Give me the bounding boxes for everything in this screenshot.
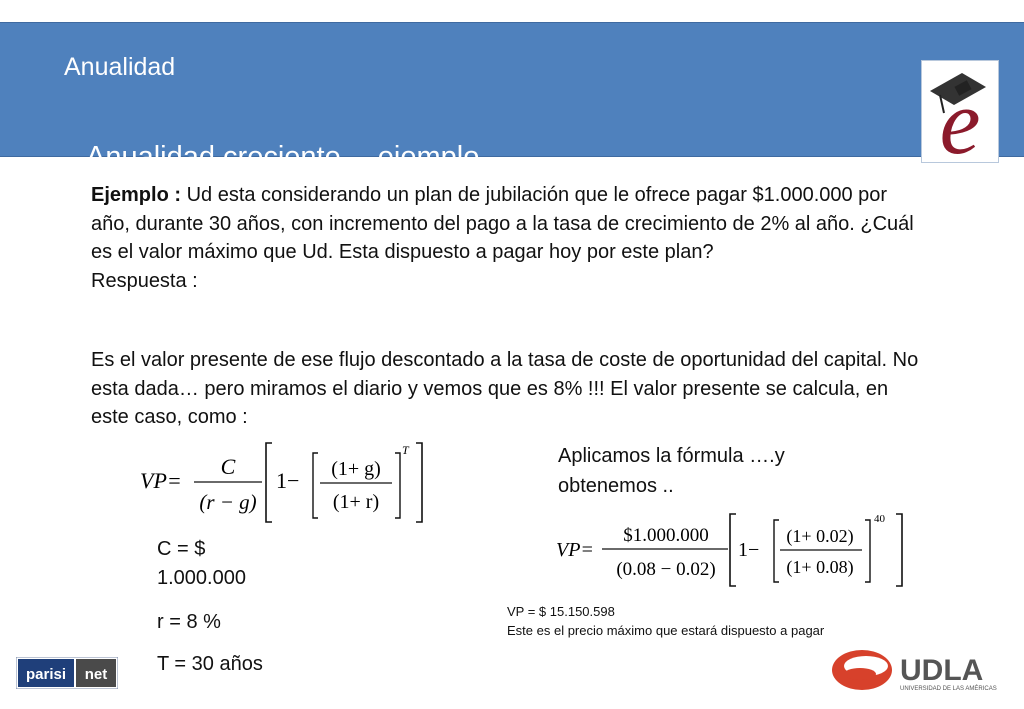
- answer-label: Respuesta :: [91, 269, 198, 292]
- general-formula: [140, 438, 440, 533]
- application-line2: obtenemos ..: [558, 475, 674, 497]
- formula-lhs: VP=: [140, 468, 182, 493]
- applied-denominator: (0.08 − 0.02): [616, 559, 716, 580]
- formula-one-minus: 1−: [276, 468, 300, 493]
- formula-inner-denominator: (1+ r): [332, 491, 380, 513]
- section-title: Anualidad: [64, 53, 176, 81]
- formula-exponent: T: [402, 443, 409, 457]
- formula-numerator: C: [220, 454, 236, 479]
- applied-inner-numerator: (1+ 0.02): [786, 526, 854, 546]
- application-line1: Aplicamos la fórmula ….y: [558, 445, 785, 467]
- result-note: Este es el precio máximo que estará dispuesto a pagar: [507, 623, 825, 638]
- example-paragraph: [91, 181, 921, 295]
- slide-header: [0, 22, 1024, 173]
- applied-lhs: VP=: [556, 539, 594, 561]
- applied-inner-denominator: (1+ 0.08): [786, 557, 854, 577]
- variable-c-line2: 1.000.000: [157, 567, 246, 589]
- parisi-text: parisi: [25, 666, 67, 683]
- result-vp: VP = $ 15.150.598: [507, 604, 615, 619]
- formula-denominator: (r − g): [199, 490, 257, 514]
- formula-inner-numerator: (1+ g): [331, 458, 381, 480]
- variable-r: r = 8 %: [157, 611, 221, 633]
- e-letter: e: [939, 71, 981, 162]
- explanation-paragraph: Es el valor presente de ese flujo descontado a la tasa de coste de oportunidad del capital. No esta dada… pero miramos el diario y vemos que es 8% !!! El valor presente se calcula, en este caso, como :: [91, 349, 919, 428]
- example-label: Ejemplo :: [91, 184, 182, 206]
- graduation-cap-icon: [922, 61, 998, 162]
- applied-numerator: $1.000.000: [623, 525, 709, 546]
- udla-logo: [830, 646, 1002, 694]
- e-learning-logo: [921, 60, 999, 163]
- example-text: Ud esta considerando un plan de jubilación que le ofrece pagar $1.000.000 por año, durante 30 años, con incremento del pago a la tasa de crecimiento de 2% al año. ¿Cuál es el valor máximo que Ud. Esta dispuesto a pagar hoy por este plan?: [91, 184, 914, 263]
- variable-t: T = 30 años: [157, 653, 263, 675]
- applied-formula: [556, 510, 906, 595]
- applied-one-minus: 1−: [738, 539, 760, 561]
- applied-exponent: 40: [874, 513, 885, 525]
- udla-subtitle: UNIVERSIDAD DE LAS AMÉRICAS: [900, 686, 997, 692]
- udla-text: UDLA: [900, 654, 984, 687]
- parisinet-logo: [16, 657, 118, 689]
- variable-c-line1: C = $: [157, 538, 206, 560]
- net-text: net: [84, 666, 108, 683]
- slide-title: Anualidad creciente… ejemplo: [86, 141, 480, 173]
